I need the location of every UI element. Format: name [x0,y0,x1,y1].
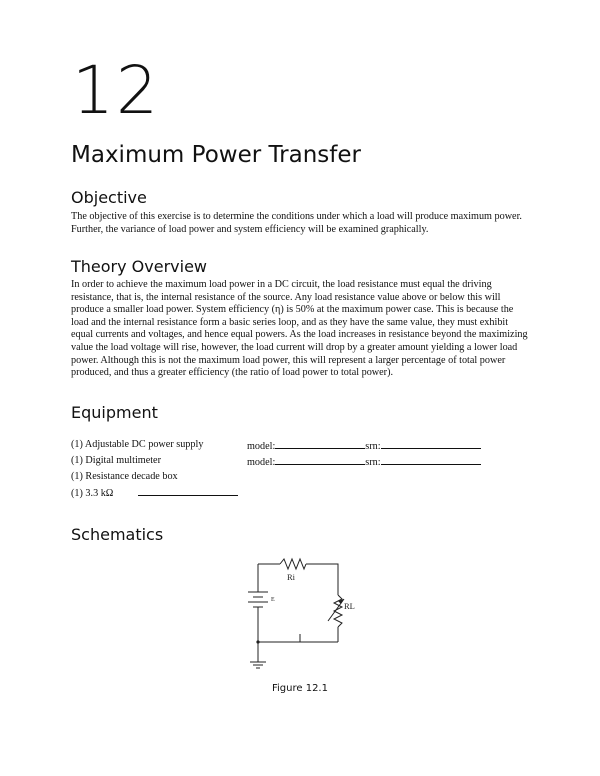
source-label: E [271,597,275,603]
ri-label: Ri [287,572,296,582]
serial-label: srn: [365,457,381,468]
model-label: model: [247,457,276,468]
chapter-title: Maximum Power Transfer [71,142,361,168]
ground-symbol [250,662,266,668]
rl-label: RL [344,601,355,611]
equipment-item-multimeter-fields [247,455,481,469]
equipment-item-label: (1) 3.3 kΩ [71,488,114,499]
model-label: model: [247,441,276,452]
theory-heading: Theory Overview [71,257,208,276]
schematics-heading: Schematics [71,525,164,544]
equipment-item-power-supply-fields [247,439,481,453]
equipment-item-multimeter [71,455,161,467]
wire-top-right [306,564,338,595]
wire-bottom [258,634,338,642]
serial-field[interactable] [381,439,481,449]
junction-dot [256,640,259,643]
ri-resistor-symbol [280,559,306,569]
figure-caption: Figure 12.1 [272,683,328,694]
serial-field[interactable] [381,455,481,465]
equipment-item-label: (1) Adjustable DC power supply [71,439,204,450]
objective-text: The objective of this exercise is to determine the conditions under which a load will produce maximum power. Further, the variance of load power and system efficiency will be examined graphically. [71,211,522,235]
equipment-item-resistor [71,486,238,500]
battery-symbol [248,592,268,607]
equipment-item-label: (1) Resistance decade box [71,471,178,482]
measured-value-field[interactable] [138,486,238,496]
serial-label: srn: [365,441,381,452]
model-field[interactable] [275,455,365,465]
model-field[interactable] [275,439,365,449]
equipment-item-decade-box [71,471,178,483]
chapter-number: 12 [72,52,160,129]
equipment-heading: Equipment [71,403,158,422]
equipment-item-power-supply [71,439,203,451]
equipment-item-label: (1) Digital multimeter [71,455,161,466]
objective-heading: Objective [71,188,147,207]
circuit-schematic [230,552,370,672]
theory-text: In order to achieve the maximum load power in a DC circuit, the load resistance must equal the driving resistance, that is, the internal resistance of the source. Any load resistance value above or below this will produce a smaller load power. System efficiency (η) is 50% at the maximum power case. This is because the load and the internal resistance form a basic series loop, and as they have the same value, they must exhibit equal currents and voltages, and hence equal powers. As the load increases in resistance beyond the maximizing value the load voltage will rise, however, the load current will drop by a greater amount yielding a lower load power. Although this is not the maximum load power, this will represent a larger percentage of total power produced, and thus a greater efficiency (the ratio of load power to total power). [71,279,528,379]
